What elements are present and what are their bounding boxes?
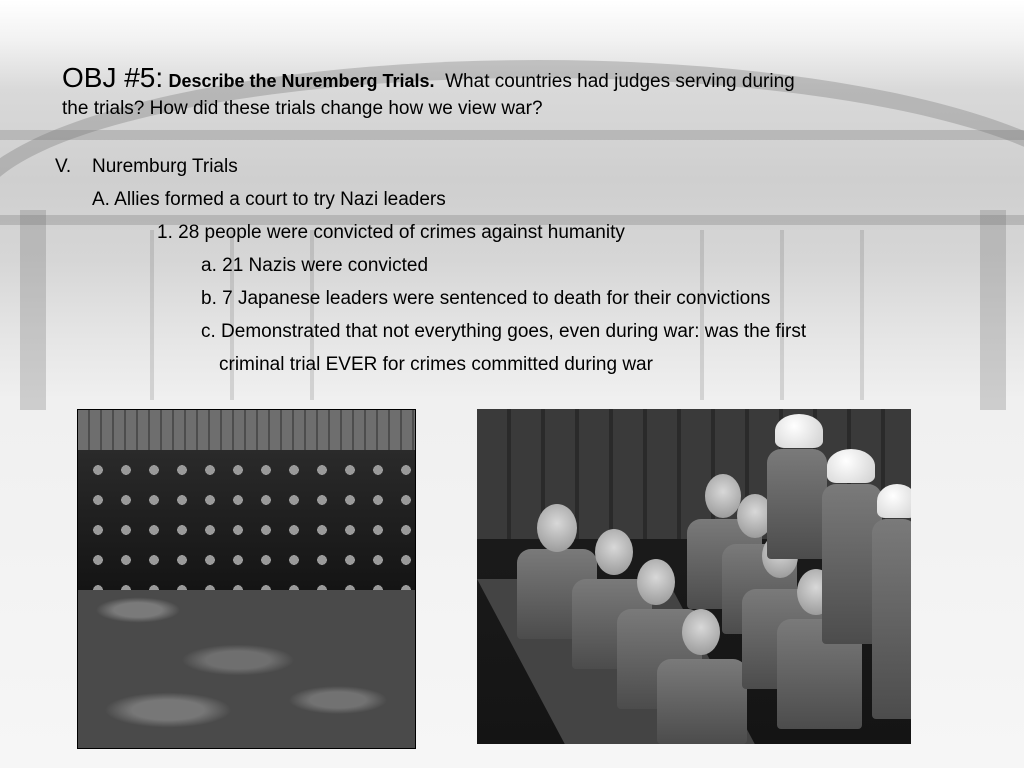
- guard-helmet: [877, 484, 911, 518]
- outline-a: A. Allies formed a court to try Nazi leaders: [92, 189, 446, 210]
- defendant-head: [682, 609, 720, 655]
- defendant-head: [637, 559, 675, 605]
- defendant-head: [595, 529, 633, 575]
- defendant-head: [537, 504, 577, 552]
- outline-v-text: Nuremburg Trials: [92, 156, 238, 177]
- gate-post-right: [980, 210, 1006, 410]
- title-question-1: What countries had judges serving during: [445, 71, 795, 92]
- outline-1: 1. 28 people were convicted of crimes against humanity: [157, 222, 625, 243]
- guard-helmet: [775, 414, 823, 448]
- defendant: [657, 659, 747, 744]
- barrack-wall: [78, 410, 415, 455]
- outline-sub-c-1: c. Demonstrated that not everything goes, even during war: was the first: [201, 321, 807, 342]
- camp-liberation-photo: [77, 409, 416, 749]
- title-obj: OBJ #5:: [62, 62, 164, 93]
- gate-post-left: [20, 210, 46, 410]
- guard: [767, 449, 827, 559]
- gate-bar: [150, 230, 154, 400]
- gate-rail-top: [0, 130, 1024, 140]
- outline-sub-b: b. 7 Japanese leaders were sentenced to death for their convictions: [201, 288, 771, 309]
- title-bold: Describe the Nuremberg Trials.: [168, 71, 435, 91]
- defendant-head: [705, 474, 741, 518]
- slide-title: [62, 64, 982, 122]
- gate-bar: [860, 230, 864, 400]
- guard: [872, 519, 911, 719]
- ground-bodies: [78, 590, 415, 748]
- outline-sub-c-2: criminal trial EVER for crimes committed during war: [219, 354, 653, 375]
- outline-sub-a: a. 21 Nazis were convicted: [201, 255, 429, 276]
- title-question-2: the trials? How did these trials change how we view war?: [62, 98, 543, 119]
- soldiers-crowd: [78, 450, 415, 590]
- guard-helmet: [827, 449, 875, 483]
- outline-v: [55, 150, 238, 183]
- nuremberg-trial-photo: [477, 409, 911, 744]
- outline-v-label: V.: [55, 156, 72, 177]
